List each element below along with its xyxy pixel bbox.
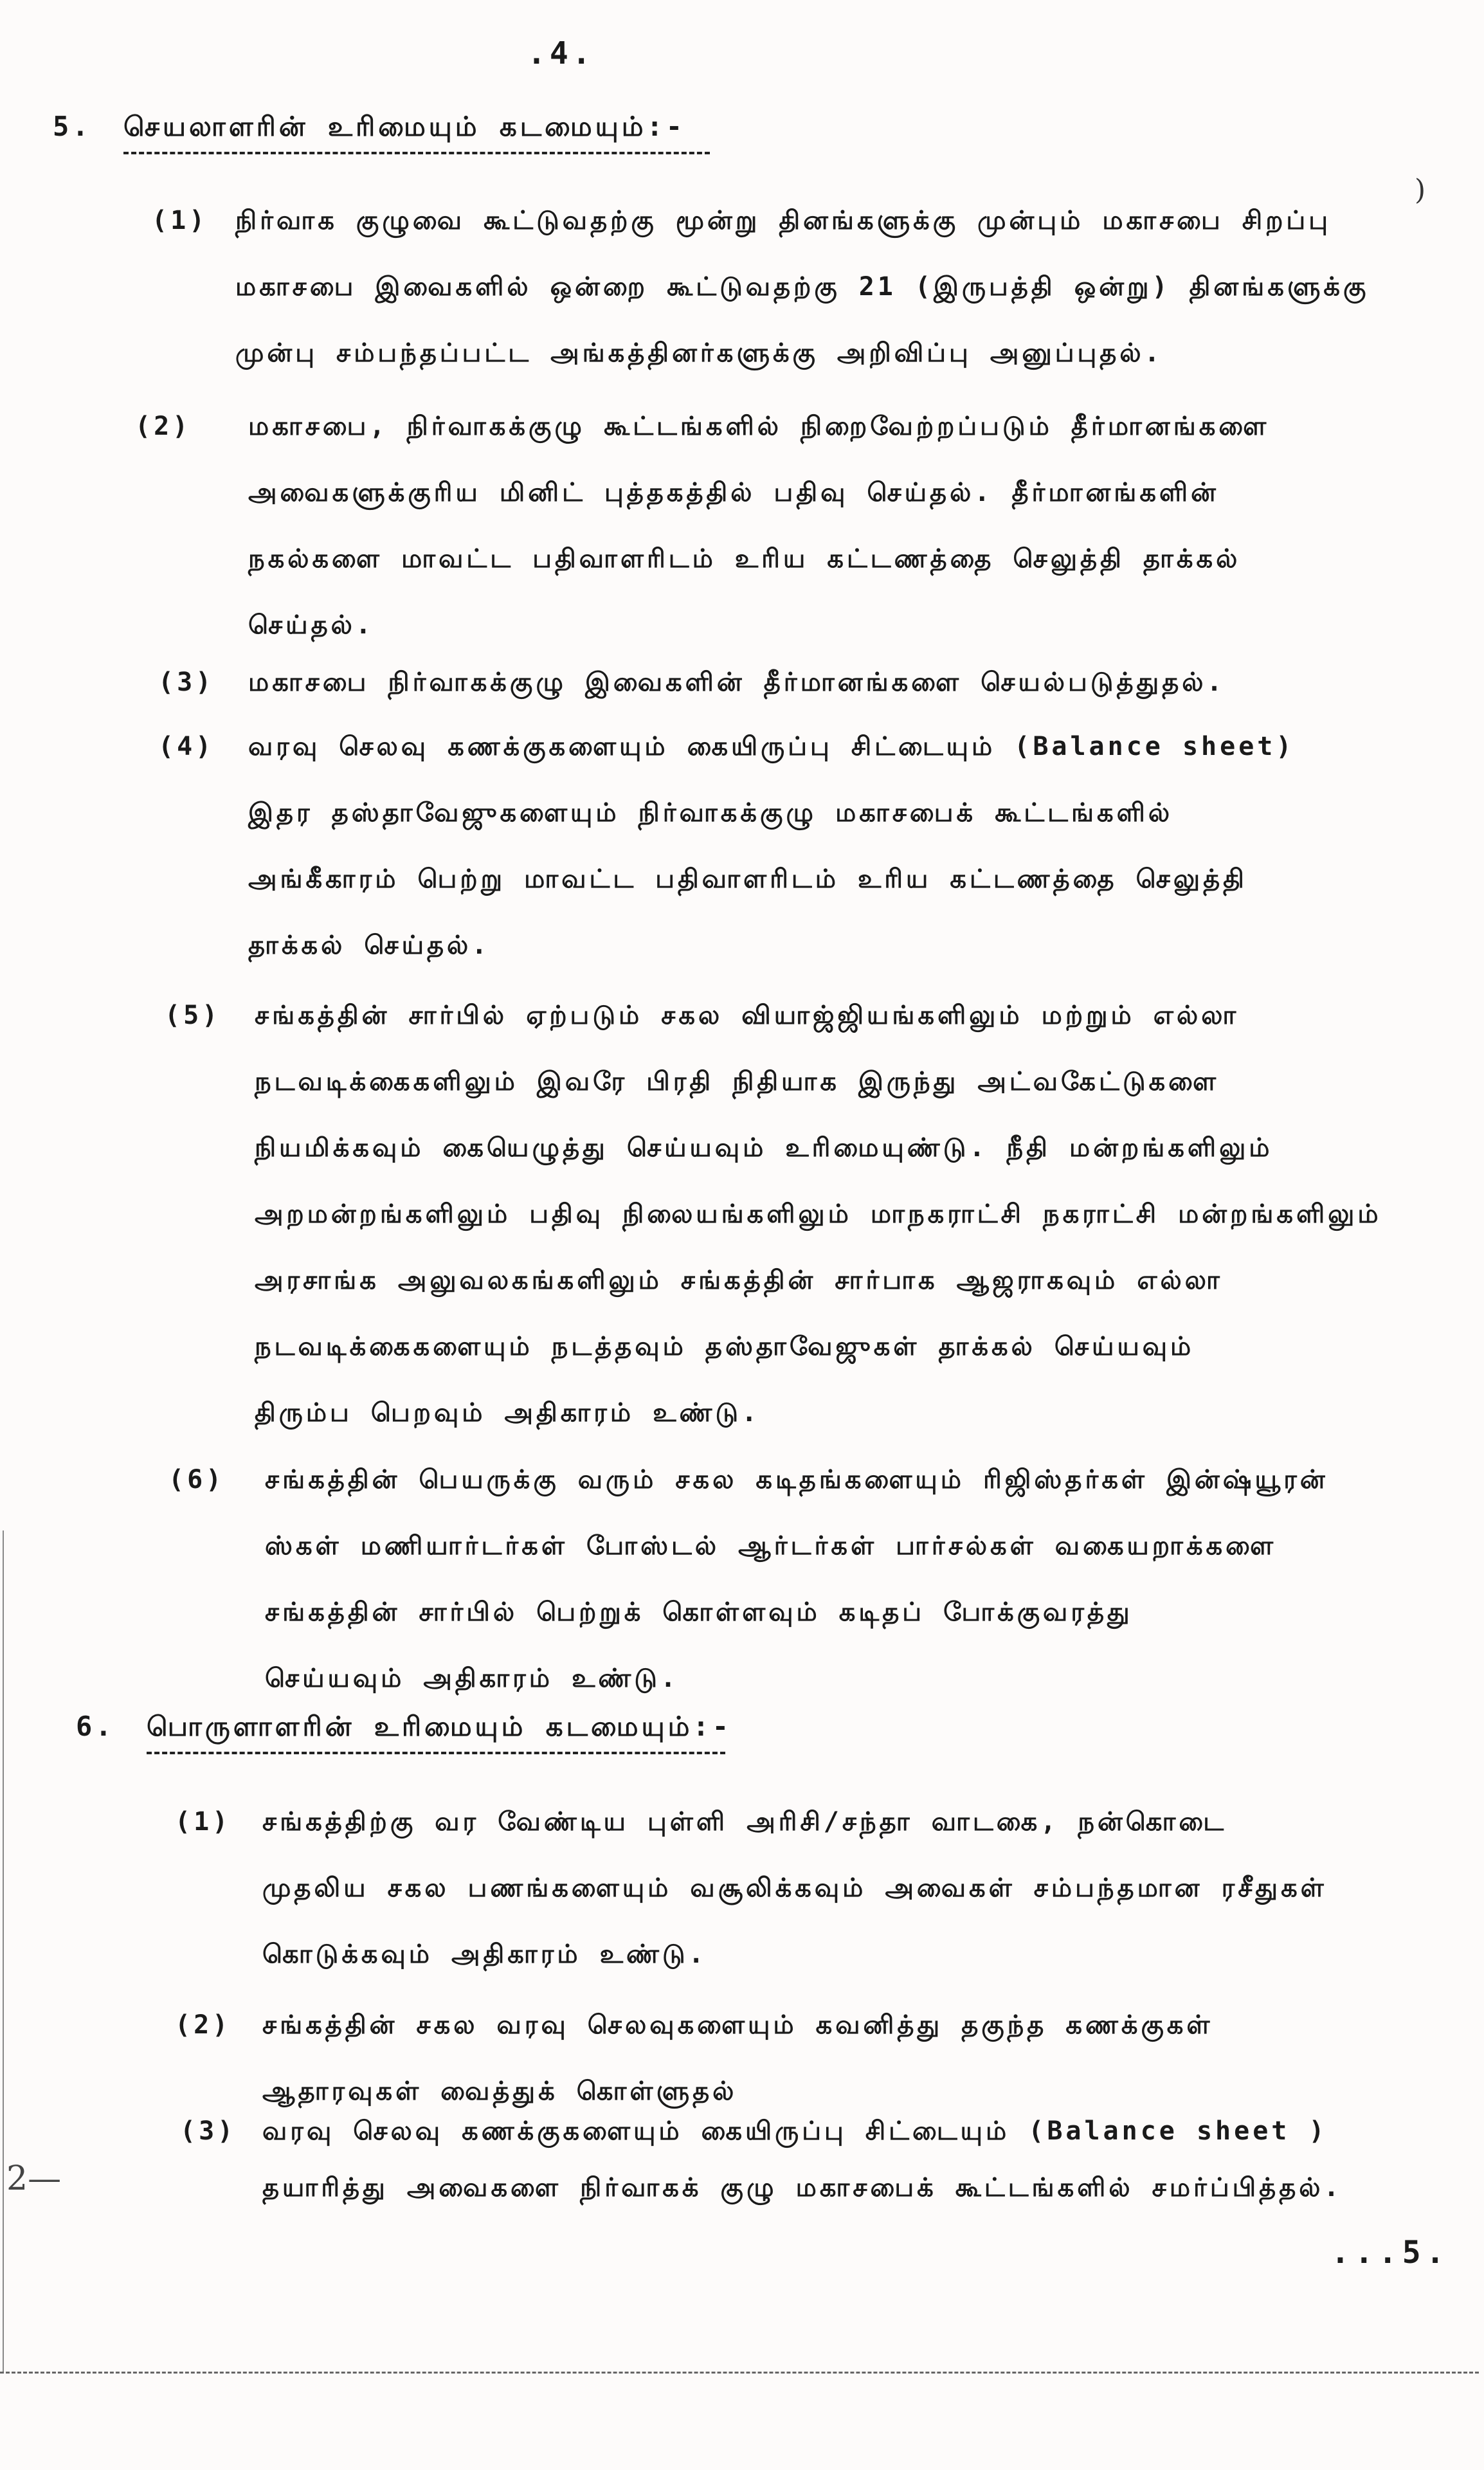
item-line: நிர்வாக குழுவை கூட்டுவதற்கு மூன்று தினங்களுக்கு முன்பும் மகாசபை சிறப்பு (235, 206, 1331, 235)
section-number: 6. (76, 1711, 115, 1742)
left-margin-rule (3, 1530, 4, 2373)
item-number: (2) (175, 2010, 231, 2040)
item-line: தயாரித்து அவைகளை நிர்வாகக் குழு மகாசபைக் கூட்டங்களில் சமர்ப்பித்தல். (262, 2173, 1343, 2202)
section-title: செயலாளரின் உரிமையும் கடமையும்:- (123, 111, 686, 142)
item-number: (1) (175, 1807, 231, 1837)
item-line: வரவு செலவு கணக்குகளையும் கையிருப்பு சிட்டையும் (Balance sheet ) (262, 2116, 1328, 2146)
section-number: 5. (53, 111, 92, 142)
item-line: சங்கத்தின் பெயருக்கு வரும் சகல கடிதங்களையும் ரிஜிஸ்தர்கள் இன்ஷ்யூரன் (265, 1465, 1328, 1494)
item-line: வரவு செலவு கணக்குகளையும் கையிருப்பு சிட்டையும் (Balance sheet) (248, 732, 1295, 761)
item-line: நடவடிக்கைகளிலும் இவரே பிரதி நிதியாக இருந்து அட்வகேட்டுகளை (255, 1067, 1220, 1096)
item-number: (3) (180, 2116, 237, 2146)
list-item-6-1 (175, 1789, 1484, 1988)
list-item-5-5 (165, 983, 1484, 1446)
item-line: சங்கத்தின் சார்பில் பெற்றுக் கொள்ளவும் கடிதப் போக்குவரத்து (265, 1597, 1133, 1627)
item-number: (3) (158, 667, 215, 697)
item-line: சங்கத்தின் சகல வரவு செலவுகளையும் கவனித்து தகுந்த கணக்குகள் (262, 2010, 1213, 2040)
item-line: சங்கத்தின் சார்பில் ஏற்படும் சகல வியாஜ்ஜியங்களிலும் மற்றும் எல்லா (255, 1001, 1240, 1030)
heading-underline (147, 1752, 725, 1754)
margin-parenthesis-mark: ) (1415, 174, 1426, 206)
item-line: முதலிய சகல பணங்களையும் வசூலிக்கவும் அவைகள் சம்பந்தமான ரசீதுகள் (262, 1873, 1327, 1903)
section-heading-treasurer (76, 1711, 732, 1746)
item-line: தாக்கல் செய்தல். (248, 931, 491, 960)
item-line: இதர தஸ்தாவேஜுகளையும் நிர்வாகக்குழு மகாசபைக் கூட்டங்களில் (248, 798, 1173, 828)
item-line: முன்பு சம்பந்தப்பட்ட அங்கத்தினர்களுக்கு அறிவிப்பு அனுப்புதல். (235, 338, 1163, 368)
item-number: (4) (158, 732, 215, 761)
list-item-5-2 (135, 394, 1470, 658)
item-line: செய்யவும் அதிகாரம் உண்டு. (265, 1664, 680, 1693)
item-line: சங்கத்திற்கு வர வேண்டிய புள்ளி அரிசி/சந்தா வாடகை, நன்கொடை (262, 1807, 1227, 1837)
item-number: (1) (152, 206, 208, 235)
item-line: மகாசபை, நிர்வாகக்குழு கூட்டங்களில் நிறைவேற்றப்படும் தீர்மானங்களை (248, 412, 1270, 441)
item-number: (6) (168, 1465, 225, 1494)
item-line: செய்தல். (248, 610, 374, 640)
item-number: (2) (135, 412, 192, 441)
section-heading-secretary (53, 111, 685, 146)
section-title: பொருளாளரின் உரிமையும் கடமையும்:- (147, 1711, 732, 1742)
heading-underline (123, 152, 710, 154)
margin-handwritten-note: 2— (6, 2159, 62, 2198)
item-line: அங்கீகாரம் பெற்று மாவட்ட பதிவாளரிடம் உரிய கட்டணத்தை செலுத்தி (248, 864, 1247, 894)
item-line: நகல்களை மாவட்ட பதிவாளரிடம் உரிய கட்டணத்தை செலுத்தி தாக்கல் (248, 544, 1241, 574)
list-item-5-4 (158, 714, 1483, 979)
item-line: நியமிக்கவும் கையெழுத்து செய்யவும் உரிமையுண்டு. நீதி மன்றங்களிலும் (255, 1133, 1273, 1163)
item-line: அவைகளுக்குரிய மினிட் புத்தகத்தில் பதிவு செய்தல். தீர்மானங்களின் (248, 478, 1219, 507)
item-line: ஆதாரவுகள் வைத்துக் கொள்ளுதல் (262, 2076, 737, 2106)
item-line: அரசாங்க அலுவலகங்களிலும் சங்கத்தின் சார்பாக ஆஜராகவும் எல்லா (255, 1266, 1223, 1295)
list-item-6-3 (180, 2103, 1484, 2216)
item-line: மகாசபை இவைகளில் ஒன்றை கூட்டுவதற்கு 21 (இருபத்தி ஒன்று) தினங்களுக்கு (235, 272, 1370, 302)
item-number: (5) (165, 1001, 221, 1030)
item-line: ஸ்கள் மணியார்டர்கள் போஸ்டல் ஆர்டர்கள் பார்சல்கள் வகையறாக்களை (265, 1531, 1277, 1561)
list-item-5-1 (152, 188, 1483, 386)
list-item-5-6 (168, 1447, 1484, 1712)
item-line: மகாசபை நிர்வாகக்குழு இவைகளின் தீர்மானங்களை செயல்படுத்துதல். (248, 667, 1226, 697)
bottom-page-rule (0, 2372, 1479, 2374)
item-line: திரும்ப பெறவும் அதிகாரம் உண்டு. (255, 1398, 761, 1428)
item-line: நடவடிக்கைகளையும் நடத்தவும் தஸ்தாவேஜுகள் தாக்கல் செய்யவும் (255, 1332, 1195, 1361)
continuation-marker: ...5. (1331, 2235, 1450, 2271)
page-number: .4. (527, 35, 595, 71)
list-item-5-3 (158, 649, 1470, 716)
item-line: கொடுக்கவும் அதிகாரம் உண்டு. (262, 1939, 707, 1969)
item-line: அறமன்றங்களிலும் பதிவு நிலையங்களிலும் மாநகராட்சி நகராட்சி மன்றங்களிலும் (255, 1199, 1382, 1229)
